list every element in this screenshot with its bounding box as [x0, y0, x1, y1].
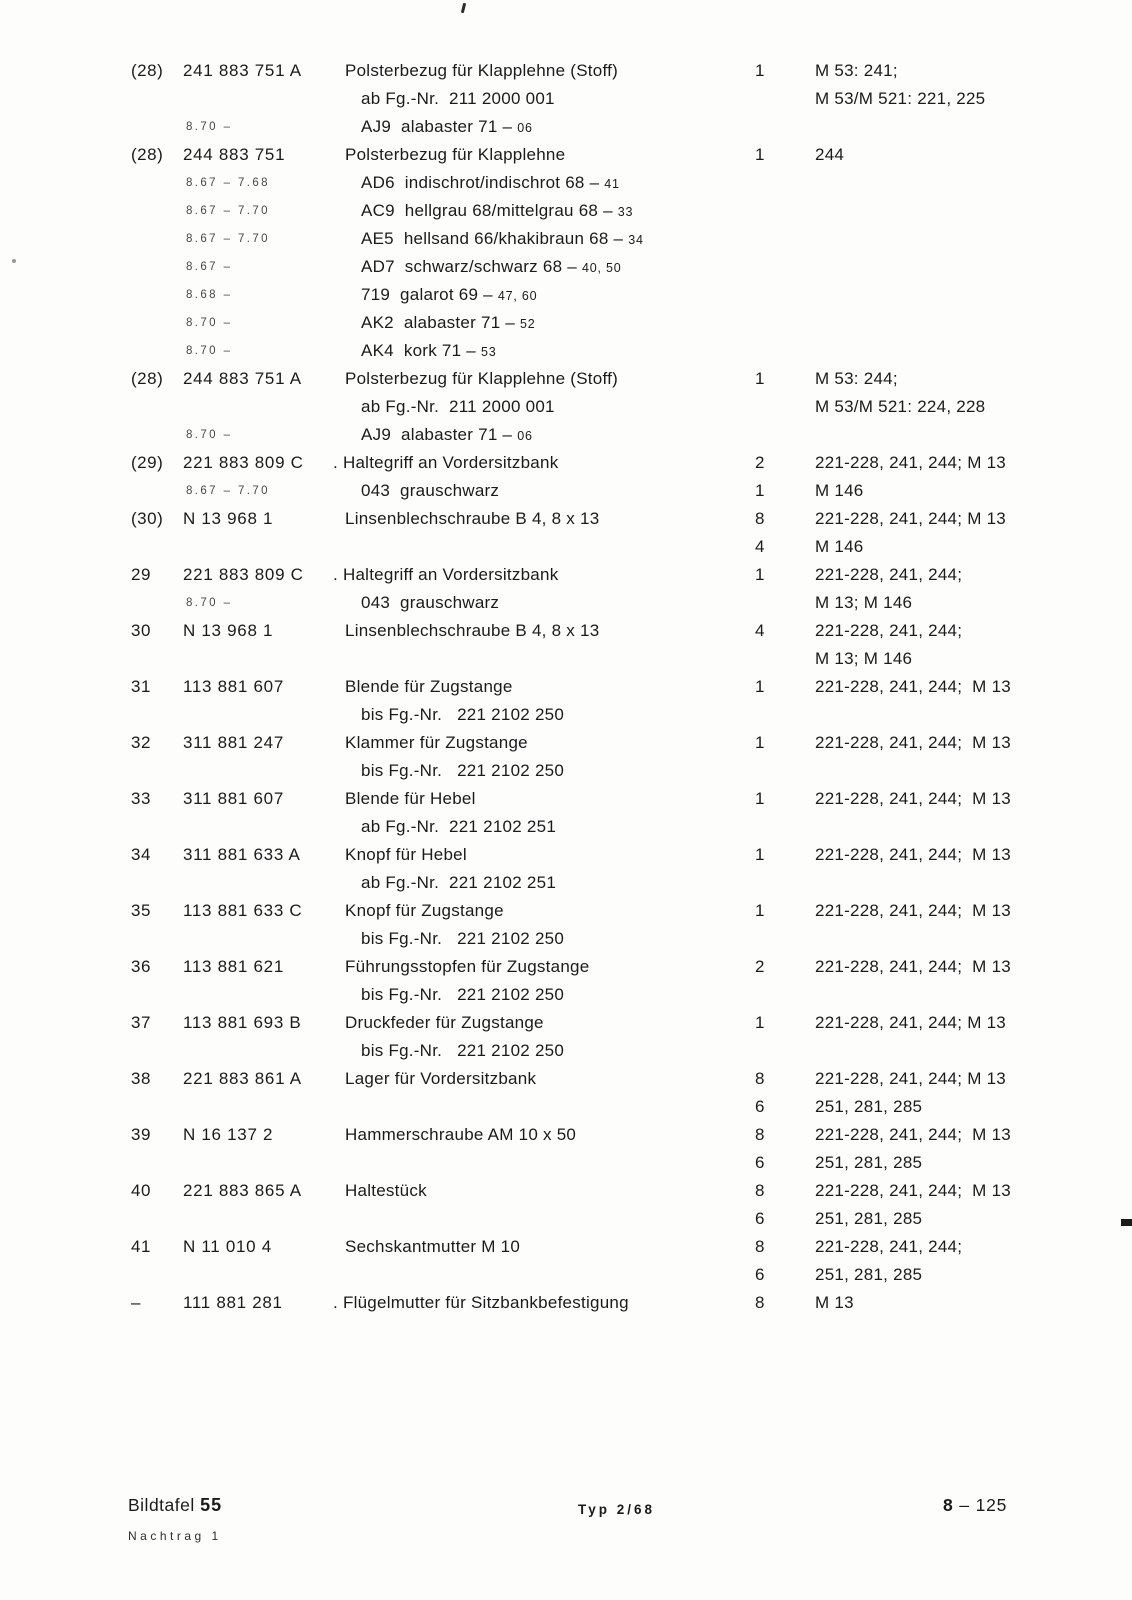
position-cell: 39	[131, 1125, 151, 1144]
table-row	[0, 253, 1132, 281]
part-number-cell: 111 881 281	[183, 1293, 283, 1312]
position-cell: 29	[131, 565, 151, 584]
models-cell: 244	[815, 145, 845, 164]
part-number-cell: 244 883 751 A	[183, 369, 302, 388]
description-cell: Druckfeder für Zugstange	[345, 1013, 544, 1032]
models-cell: 221-228, 241, 244; M 13	[815, 1125, 1011, 1144]
date-range-cell: 8.67 – 7.70	[186, 233, 270, 245]
models-cell: 221-228, 241, 244; M 13	[815, 509, 1006, 528]
models-cell: 221-228, 241, 244; M 13	[815, 789, 1011, 808]
description-cell: Knopf für Zugstange	[345, 901, 504, 920]
quantity-cell: 6	[755, 1265, 765, 1284]
table-row	[0, 1233, 1132, 1261]
table-row	[0, 337, 1132, 365]
supplement-label: Nachtrag 1	[128, 1529, 222, 1543]
table-row	[0, 505, 1132, 533]
quantity-cell: 1	[755, 369, 765, 388]
position-cell: 31	[131, 677, 151, 696]
models-cell: 221-228, 241, 244; M 13	[815, 677, 1011, 696]
description-cell: Linsenblechschraube B 4, 8 x 13	[345, 621, 600, 640]
description-cell: AJ9 alabaster 71 – 06	[361, 117, 533, 136]
description-cell: AC9 hellgrau 68/mittelgrau 68 – 33	[361, 201, 634, 220]
position-cell: 38	[131, 1069, 151, 1088]
table-row	[0, 869, 1132, 897]
quantity-cell: 8	[755, 1293, 765, 1312]
quantity-cell: 1	[755, 789, 765, 808]
description-small-suffix: 34	[628, 233, 644, 247]
description-cell: Haltestück	[345, 1181, 427, 1200]
position-cell: (28)	[131, 145, 164, 164]
quantity-cell: 6	[755, 1153, 765, 1172]
quantity-cell: 8	[755, 1237, 765, 1256]
position-cell: 35	[131, 901, 151, 920]
table-row	[0, 1177, 1132, 1205]
models-cell: 251, 281, 285	[815, 1209, 923, 1228]
table-row	[0, 1289, 1132, 1317]
part-number-cell: 221 883 865 A	[183, 1181, 302, 1200]
date-range-cell: 8.70 –	[186, 429, 233, 441]
table-row	[0, 281, 1132, 309]
part-number-cell: 241 883 751 A	[183, 61, 302, 80]
part-number-cell: N 13 968 1	[183, 509, 274, 528]
description-cell: ab Fg.-Nr. 211 2000 001	[361, 397, 555, 416]
table-row	[0, 85, 1132, 113]
part-number-cell: 311 881 633 A	[183, 845, 301, 864]
position-cell: –	[131, 1293, 141, 1312]
description-cell: AK4 kork 71 – 53	[361, 341, 497, 360]
quantity-cell: 8	[755, 1125, 765, 1144]
table-row	[0, 1093, 1132, 1121]
description-cell: Blende für Hebel	[345, 789, 476, 808]
models-cell: 221-228, 241, 244;	[815, 1237, 963, 1256]
table-row	[0, 1037, 1132, 1065]
models-cell: 221-228, 241, 244;	[815, 565, 963, 584]
models-cell: M 13; M 146	[815, 649, 913, 668]
description-small-suffix: 06	[517, 429, 533, 443]
models-cell: M 146	[815, 537, 864, 556]
models-cell: 221-228, 241, 244;	[815, 621, 963, 640]
scan-artifact-top	[461, 3, 466, 13]
description-small-suffix: 33	[617, 205, 634, 219]
models-cell: 221-228, 241, 244; M 13	[815, 733, 1011, 752]
table-row	[0, 701, 1132, 729]
table-row	[0, 561, 1132, 589]
table-row	[0, 449, 1132, 477]
description-small-suffix: 52	[520, 317, 536, 331]
models-cell: 221-228, 241, 244; M 13	[815, 1013, 1006, 1032]
position-cell: 30	[131, 621, 151, 640]
quantity-cell: 1	[755, 733, 765, 752]
part-number-cell: N 13 968 1	[183, 621, 274, 640]
table-row	[0, 953, 1132, 981]
description-cell: Polsterbezug für Klapplehne (Stoff)	[345, 369, 619, 388]
models-cell: 221-228, 241, 244; M 13	[815, 957, 1011, 976]
models-cell: 221-228, 241, 244; M 13	[815, 1181, 1011, 1200]
position-cell: 32	[131, 733, 151, 752]
description-cell: bis Fg.-Nr. 221 2102 250	[361, 1041, 565, 1060]
quantity-cell: 1	[755, 565, 765, 584]
table-row	[0, 113, 1132, 141]
description-cell: Lager für Vordersitzbank	[345, 1069, 537, 1088]
part-number-cell: 311 881 247	[183, 733, 284, 752]
models-cell: M 146	[815, 481, 864, 500]
table-row	[0, 533, 1132, 561]
table-row	[0, 813, 1132, 841]
quantity-cell: 4	[755, 621, 765, 640]
quantity-cell: 6	[755, 1209, 765, 1228]
quantity-cell: 1	[755, 61, 765, 80]
description-cell: Polsterbezug für Klapplehne (Stoff)	[345, 61, 619, 80]
date-range-cell: 8.70 –	[186, 317, 233, 329]
part-number-cell: N 16 137 2	[183, 1125, 274, 1144]
table-row	[0, 225, 1132, 253]
models-cell: 251, 281, 285	[815, 1153, 923, 1172]
part-number-cell: 221 883 809 C	[183, 453, 304, 472]
models-cell: M 13	[815, 1293, 854, 1312]
models-cell: 221-228, 241, 244; M 13	[815, 845, 1011, 864]
description-small-suffix: 53	[480, 345, 497, 359]
plate-label-text: Bildtafel	[128, 1495, 201, 1515]
description-cell: AJ9 alabaster 71 – 06	[361, 425, 533, 444]
position-cell: (30)	[131, 509, 164, 528]
description-cell: 719 galarot 69 – 47, 60	[361, 285, 538, 304]
description-cell: bis Fg.-Nr. 221 2102 250	[361, 985, 565, 1004]
table-row	[0, 841, 1132, 869]
date-range-cell: 8.68 –	[186, 289, 233, 301]
description-cell: Knopf für Hebel	[345, 845, 467, 864]
position-cell: 41	[131, 1237, 151, 1256]
page-number-rest: – 125	[953, 1495, 1008, 1515]
table-row	[0, 141, 1132, 169]
description-cell: AD6 indischrot/indischrot 68 – 41	[361, 173, 620, 192]
description-cell: bis Fg.-Nr. 221 2102 250	[361, 929, 565, 948]
position-cell: 36	[131, 957, 151, 976]
table-row	[0, 1261, 1132, 1289]
table-row	[0, 673, 1132, 701]
table-row	[0, 1065, 1132, 1093]
quantity-cell: 2	[755, 957, 765, 976]
table-row	[0, 1205, 1132, 1233]
part-number-cell: 221 883 861 A	[183, 1069, 302, 1088]
date-range-cell: 8.67 – 7.70	[186, 485, 270, 497]
models-cell: 221-228, 241, 244; M 13	[815, 1069, 1006, 1088]
description-cell: Linsenblechschraube B 4, 8 x 13	[345, 509, 600, 528]
position-cell: 37	[131, 1013, 151, 1032]
description-cell: AK2 alabaster 71 – 52	[361, 313, 536, 332]
description-cell: bis Fg.-Nr. 221 2102 250	[361, 761, 565, 780]
description-cell: 043 grauschwarz	[361, 593, 500, 612]
models-cell: M 53/M 521: 224, 228	[815, 397, 986, 416]
quantity-cell: 1	[755, 1013, 765, 1032]
description-cell: bis Fg.-Nr. 221 2102 250	[361, 705, 565, 724]
description-cell: ab Fg.-Nr. 221 2102 251	[361, 817, 557, 836]
description-cell: Klammer für Zugstange	[345, 733, 528, 752]
table-row	[0, 729, 1132, 757]
position-cell: (28)	[131, 61, 164, 80]
quantity-cell: 1	[755, 901, 765, 920]
table-row	[0, 1149, 1132, 1177]
table-row	[0, 393, 1132, 421]
description-cell: . Flügelmutter für Sitzbankbefestigung	[333, 1293, 629, 1312]
date-range-cell: 8.70 –	[186, 597, 233, 609]
page-number	[943, 1495, 1007, 1516]
part-number-cell: 113 881 607	[183, 677, 284, 696]
table-row	[0, 57, 1132, 85]
table-row	[0, 477, 1132, 505]
quantity-cell: 1	[755, 145, 765, 164]
position-cell: (29)	[131, 453, 164, 472]
part-number-cell: N 11 010 4	[183, 1237, 272, 1256]
date-range-cell: 8.67 – 7.68	[186, 177, 270, 189]
part-number-cell: 221 883 809 C	[183, 565, 304, 584]
quantity-cell: 1	[755, 481, 765, 500]
description-cell: ab Fg.-Nr. 211 2000 001	[361, 89, 555, 108]
description-cell: Hammerschraube AM 10 x 50	[345, 1125, 577, 1144]
models-cell: 251, 281, 285	[815, 1097, 923, 1116]
description-cell: AE5 hellsand 66/khakibraun 68 – 34	[361, 229, 644, 248]
models-cell: M 53: 241;	[815, 61, 898, 80]
date-range-cell: 8.67 – 7.70	[186, 205, 270, 217]
table-row	[0, 365, 1132, 393]
description-small-suffix: 40, 50	[581, 261, 622, 275]
description-cell: 043 grauschwarz	[361, 481, 500, 500]
position-cell: 33	[131, 789, 151, 808]
models-cell: M 53/M 521: 221, 225	[815, 89, 986, 108]
description-cell: Blende für Zugstange	[345, 677, 513, 696]
description-cell: Führungsstopfen für Zugstange	[345, 957, 590, 976]
part-number-cell: 113 881 621	[183, 957, 284, 976]
models-cell: 221-228, 241, 244; M 13	[815, 453, 1006, 472]
table-row	[0, 785, 1132, 813]
position-cell: 34	[131, 845, 151, 864]
description-cell: AD7 schwarz/schwarz 68 – 40, 50	[361, 257, 622, 276]
quantity-cell: 6	[755, 1097, 765, 1116]
models-cell: M 13; M 146	[815, 593, 913, 612]
part-number-cell: 113 881 693 B	[183, 1013, 302, 1032]
table-row	[0, 757, 1132, 785]
plate-number: 55	[200, 1495, 223, 1515]
table-row	[0, 981, 1132, 1009]
quantity-cell: 8	[755, 509, 765, 528]
position-cell: (28)	[131, 369, 164, 388]
description-cell: . Haltegriff an Vordersitzbank	[333, 565, 559, 584]
models-cell: 251, 281, 285	[815, 1265, 923, 1284]
position-cell: 40	[131, 1181, 151, 1200]
quantity-cell: 8	[755, 1069, 765, 1088]
description-cell: . Haltegriff an Vordersitzbank	[333, 453, 559, 472]
quantity-cell: 1	[755, 677, 765, 696]
description-cell: ab Fg.-Nr. 221 2102 251	[361, 873, 557, 892]
description-small-suffix: 41	[604, 177, 620, 191]
table-row	[0, 617, 1132, 645]
part-number-cell: 113 881 633 C	[183, 901, 303, 920]
table-row	[0, 925, 1132, 953]
models-cell: M 53: 244;	[815, 369, 898, 388]
quantity-cell: 2	[755, 453, 765, 472]
quantity-cell: 8	[755, 1181, 765, 1200]
quantity-cell: 4	[755, 537, 765, 556]
quantity-cell: 1	[755, 845, 765, 864]
table-row	[0, 1009, 1132, 1037]
description-small-suffix: 47, 60	[497, 289, 538, 303]
part-number-cell: 311 881 607	[183, 789, 284, 808]
table-row	[0, 197, 1132, 225]
table-row	[0, 589, 1132, 617]
page-number-section: 8	[943, 1495, 954, 1515]
description-cell: Sechskantmutter M 10	[345, 1237, 521, 1256]
table-row	[0, 169, 1132, 197]
type-label: Typ 2/68	[578, 1502, 656, 1517]
table-row	[0, 309, 1132, 337]
date-range-cell: 8.67 –	[186, 261, 233, 273]
plate-label	[128, 1495, 222, 1516]
table-row	[0, 897, 1132, 925]
part-number-cell: 244 883 751	[183, 145, 286, 164]
parts-table	[0, 57, 1132, 1317]
table-row	[0, 645, 1132, 673]
description-cell: Polsterbezug für Klapplehne	[345, 145, 566, 164]
table-row	[0, 1121, 1132, 1149]
description-small-suffix: 06	[517, 121, 533, 135]
date-range-cell: 8.70 –	[186, 345, 233, 357]
date-range-cell: 8.70 –	[186, 121, 233, 133]
table-row	[0, 421, 1132, 449]
models-cell: 221-228, 241, 244; M 13	[815, 901, 1011, 920]
